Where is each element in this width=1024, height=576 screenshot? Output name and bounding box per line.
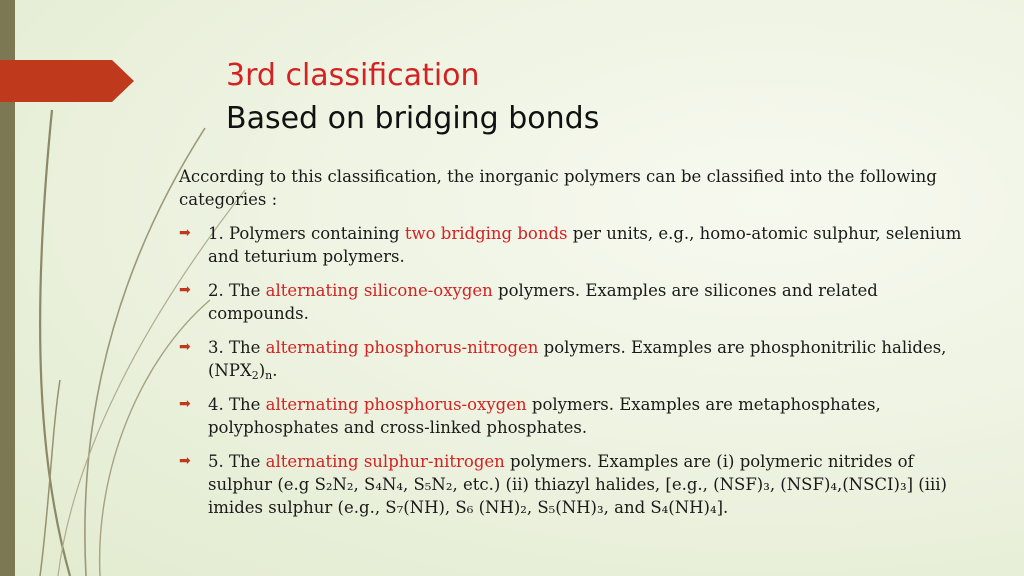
item-text: . [272,361,278,380]
item-text: polymers. Examples are metaphosphates, polyphosphates and cross-linked phosphates. [208,395,881,437]
list-item-5 [179,450,969,519]
item-highlight: alternating silicone-oxygen [265,281,493,300]
item-prefix: 3. The [208,338,266,357]
list-item-2 [179,279,969,325]
slide-title-line-2: Based on bridging bonds [226,101,600,136]
arrow-bullet-icon: ➡ [179,282,191,298]
item-prefix: 1. Polymers containing [208,224,405,243]
slide-title-line-1: 3rd classification [226,58,480,93]
list-item-1 [179,222,969,268]
intro-paragraph: According to this classification, the inorganic polymers can be classified into the following categories : [179,167,937,209]
arrow-bullet-icon: ➡ [179,339,191,355]
slide-body [179,165,969,530]
item-subscript: n [265,369,273,382]
item-subscript: 2 [251,369,259,382]
item-prefix: 2. The [208,281,266,300]
arrow-bullet-icon: ➡ [179,396,191,412]
list-item-4 [179,393,969,439]
arrow-bullet-icon: ➡ [179,453,191,469]
item-prefix: 5. The [208,452,266,471]
item-text: ) [258,361,266,380]
item-highlight: two bridging bonds [404,224,568,243]
list-item-3 [179,336,969,382]
item-text: polymers. Examples are phosphonitrilic halides, (NPX [208,338,947,380]
item-prefix: 4. The [208,395,266,414]
item-highlight: alternating phosphorus-nitrogen [265,338,539,357]
item-text: polymers. Examples are (i) polymeric nitrides of sulphur (e.g S₂N₂, S₄N₄, S₅N₂, etc.) (ii) thiazyl halides, [e.g., (NSF)₃, (NSF)₄,(NSCI)₃] (iii) imides sulphur (e.g., S₇(NH), S₆ (NH)₂, S₅(NH)₃, and S₄(NH)₄]. [208,452,947,517]
item-text: per units, e.g., homo-atomic sulphur, selenium and teturium polymers. [208,224,962,266]
item-highlight: alternating phosphorus-oxygen [265,395,527,414]
item-text: polymers. Examples are silicones and related compounds. [208,281,878,323]
item-highlight: alternating sulphur-nitrogen [265,452,505,471]
arrow-bullet-icon: ➡ [179,225,191,241]
